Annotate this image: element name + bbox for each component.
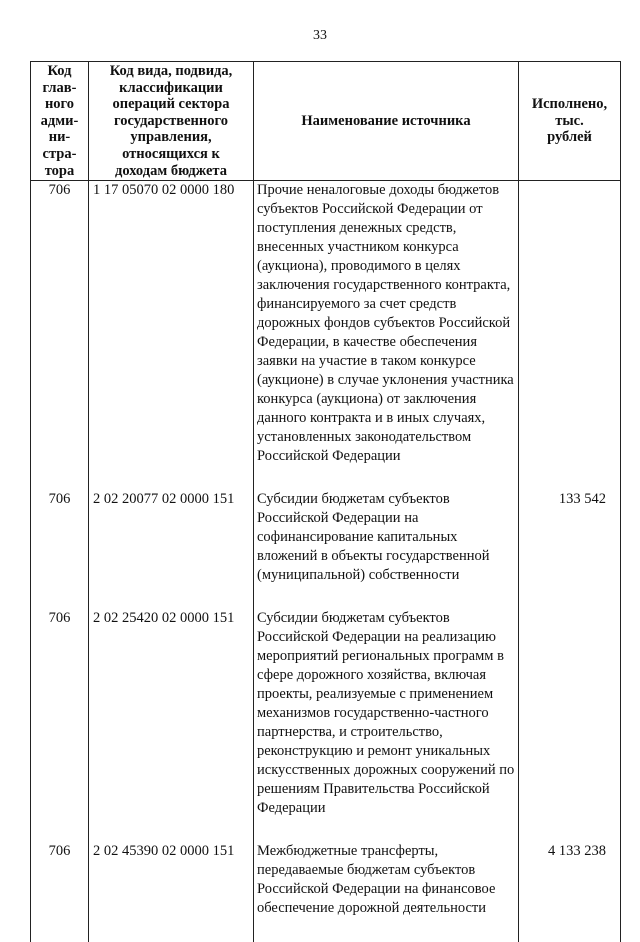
header-source-name: Наименование источника: [254, 62, 519, 181]
cell-classification-code: 2 02 45390 02 0000 151: [89, 842, 254, 942]
cell-admin-code: 706: [31, 490, 89, 609]
cell-source-name: Прочие неналоговые доходы бюджетов субъектов Российской Федерации от поступления денежных средств, внесенных участником конкурса (аукциона), проводимого в целях заключения государственного контракта, финансируемого за счет средств дорожных фондов субъектов Российской Федерации, в качестве обеспечения заявки на участие в таком конкурсе (аукционе) в случае уклонения участника конкурса (аукциона) от заключения данного контракта и в иных случаях, установленных законодательством Российской Федерации: [254, 181, 519, 491]
table-row: [31, 609, 621, 842]
cell-source-name: Межбюджетные трансферты, передаваемые бюджетам субъектов Российской Федерации на финансовое обеспечение дорожной деятельности: [254, 842, 519, 942]
cell-source-name: Субсидии бюджетам субъектов Российской Федерации на софинансирование капитальных вложений в объекты государственной (муниципальной) собственности: [254, 490, 519, 609]
cell-classification-code: 2 02 25420 02 0000 151: [89, 609, 254, 842]
page-number: 33: [313, 28, 327, 43]
table-row: [31, 181, 621, 491]
table-header-row: [31, 62, 621, 181]
revenue-sources-table: [30, 61, 621, 942]
header-admin-code: Код глав- ного адми- ни- стра- тора: [31, 62, 89, 181]
cell-executed: [519, 181, 621, 491]
cell-admin-code: 706: [31, 181, 89, 491]
cell-source-name: Субсидии бюджетам субъектов Российской Федерации на реализацию мероприятий региональных программ в сфере дорожного хозяйства, включая проекты, реализуемые с применением механизмов государственно-частного партнерства, и строительство, реконструкцию и ремонт уникальных искусственных дорожных сооружений по решениям Правительства Российской Федерации: [254, 609, 519, 842]
cell-admin-code: 706: [31, 842, 89, 942]
cell-classification-code: 1 17 05070 02 0000 180: [89, 181, 254, 491]
cell-classification-code: 2 02 20077 02 0000 151: [89, 490, 254, 609]
header-classification-code: Код вида, подвида, классификации операций сектора государственного управления, относящихся к доходам бюджета: [89, 62, 254, 181]
table-row: [31, 842, 621, 942]
table-row: [31, 490, 621, 609]
header-executed: Исполнено, тыс. рублей: [519, 62, 621, 181]
cell-executed: 4 133 238: [519, 842, 621, 942]
cell-admin-code: 706: [31, 609, 89, 842]
cell-executed: [519, 609, 621, 842]
cell-executed: 133 542: [519, 490, 621, 609]
